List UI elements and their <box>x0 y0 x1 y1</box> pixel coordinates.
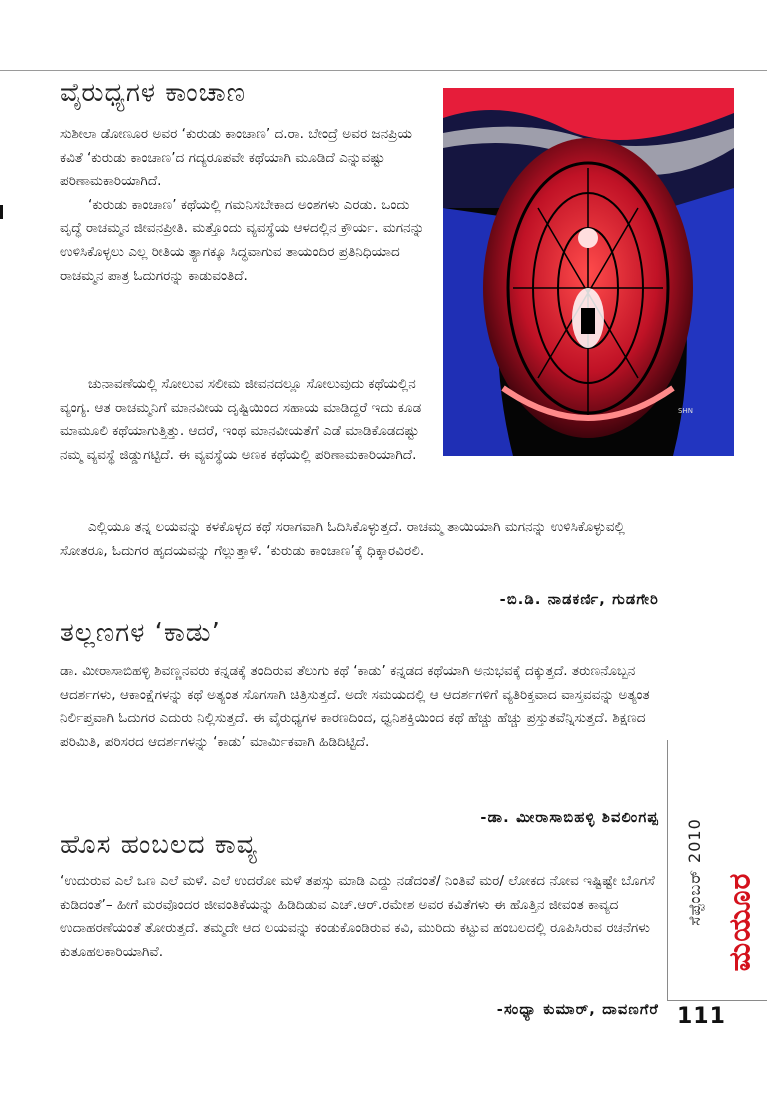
svg-text:SHN: SHN <box>678 407 693 415</box>
section1-paragraph-4: ಎಲ್ಲಿಯೂ ತನ್ನ ಲಯವನ್ನು ಕಳಕೊಳ್ಳದ ಕಥೆ ಸರಾಗವಾಗಿ ಓದಿಸಿಕೊಳ್ಳುತ್ತದೆ. ರಾಚಮ್ಮ ತಾಯಿಯಾಗಿ ಮಗನನ್ನು ಉಳಿಸಿಕೊಳ್ಳುವಲ್ಲಿ ಸೋತರೂ, ಓದುಗರ ಹೃದಯವನ್ನು ಗೆಲ್ಲುತ್ತಾಳೆ. ‘ಕುರುಡು ಕಾಂಚಾಣ’ಕ್ಕೆ ಧಿಕ್ಕಾರವಿರಲಿ. <box>60 519 625 559</box>
sidebar-rule <box>667 740 668 1000</box>
section2-paragraph: ಡಾ. ಮೀರಾಸಾಬಿಹಳ್ಳಿ ಶಿವಣ್ಣನವರು ಕನ್ನಡಕ್ಕೆ ತಂದಿರುವ ತೆಲುಗು ಕಥೆ ‘ಕಾಡು’ ಕನ್ನಡದ ಕಥೆಯಾಗಿ ಅನುಭವಕ್ಕೆ ದಕ್ಕುತ್ತದೆ. ತರುಣನೊಬ್ಬನ ಆದರ್ಶಗಳು, ಆಕಾಂಕ್ಷೆಗಳನ್ನು ಕಥೆ ಅತ್ಯಂತ ಸೊಗಸಾಗಿ ಚಿತ್ರಿಸುತ್ತದೆ. ಅದೇ ಸಮಯದಲ್ಲಿ ಆ ಆದರ್ಶಗಳಿಗೆ ವ್ಯತಿರಿಕ್ತವಾದ ವಾಸ್ತವವನ್ನು ಅತ್ಯಂತ ನಿರ್ಲಿಪ್ತವಾಗಿ ಓದುಗರ ಎದುರು ನಿಲ್ಲಿಸುತ್ತದೆ. ಈ ವೈರುಧ್ಯಗಳ ಕಾರಣದಿಂದ, ಧ್ವನಿಶಕ್ತಿಯಿಂದ ಕಥೆ ಹೆಚ್ಚು ಹೆಚ್ಚು ಪ್ರಸ್ತುತವೆನ್ನಿಸುತ್ತದೆ. ಶಿಕ್ಷಣದ ಪರಿಮಿತಿ, ಪರಿಸರದ ಆದರ್ಶಗಳನ್ನು ‘ಕಾಡು’ ಮಾರ್ಮಿಕವಾಗಿ ಹಿಡಿದಿಟ್ಟಿದೆ. <box>60 663 650 750</box>
section2-body <box>60 660 665 754</box>
section3-body <box>60 870 665 964</box>
section2-title: ತಲ್ಲಣಗಳ ‘ಕಾಡು’ <box>60 618 221 648</box>
section1-body-wrapped <box>60 123 435 288</box>
section3-title: ಹೊಸ ಹಂಬಲದ ಕಾವ್ಯ <box>60 830 258 860</box>
section1-paragraph-3: ಚುನಾವಣೆಯಲ್ಲಿ ಸೋಲುವ ಸಲೀಮ ಜೀವನದಲ್ಲೂ ಸೋಲುವುದು ಕಥೆಯಲ್ಲಿನ ವ್ಯಂಗ್ಯ. ಆತ ರಾಚಮ್ಮನಿಗೆ ಮಾನವೀಯ ದೃಷ್ಟಿಯಿಂದ ಸಹಾಯ ಮಾಡಿದ್ದರೆ ಇದು ಕೂಡ ಮಾಮೂಲಿ ಕಥೆಯಾಗುತ್ತಿತ್ತು. ಆದರೆ, ಇಂಥ ಮಾನವೀಯತೆಗೆ ಎಡೆ ಮಾಡಿಕೊಡದಷ್ಟು ನಮ್ಮ ವ್ಯವಸ್ಥೆ ಜಿಡ್ಡುಗಟ್ಟಿದೆ. ಈ ವ್ಯವಸ್ಥೆಯ ಅಣಕ ಕಥೆಯಲ್ಲಿ ಪರಿಣಾಮಕಾರಿಯಾಗಿದೆ. <box>60 376 422 463</box>
header-rule <box>0 70 767 71</box>
section3-paragraph: ‘ಉದುರುವ ಎಲೆ ಒಣ ಎಲೆ ಮಳೆ. ಎಲೆ ಉದರೋ ಮಳೆ ತಪಸ್ಸು ಮಾಡಿ ಎದ್ದು ನಡೆದಂತೆ/ ನಿಂತಿವೆ ಮರ/ ಲೋಕದ ನೋವ ಇಷ್ಟಿಷ್ಟೇ ಬೊಗಸೆ ಕುಡಿದಂತೆ’– ಹೀಗೆ ಮರವೊಂದರ ಜೀವಂತಿಕೆಯನ್ನು ಹಿಡಿದಿಡುವ ಎಚ್.ಆರ್.ರಮೇಶ ಅವರ ಕವಿತೆಗಳು ಈ ಹೊತ್ತಿನ ಜೀವಂತ ಕಾವ್ಯದ ಉದಾಹರಣೆಯಂತೆ ತೋರುತ್ತದೆ. ತಮ್ಮದೇ ಆದ ಲಯವನ್ನು ಕಂಡುಕೊಂಡಿರುವ ಕವಿ, ಮುರಿದು ಕಟ್ಟುವ ಹಂಬಲದಲ್ಲಿ ರೂಪಿಸಿರುವ ರಚನೆಗಳು ಕುತೂಹಲಕಾರಿಯಾಗಿವೆ. <box>60 873 655 960</box>
magazine-logo: ಮಯೂರ <box>722 872 758 972</box>
cover-artwork <box>443 88 734 456</box>
section1-byline: -ಬಿ.ಡಿ. ನಾಡಕರ್ಣಿ, ಗುಡಗೇರಿ <box>499 592 659 608</box>
section1-paragraph-2: ‘ಕುರುಡು ಕಾಂಚಾಣ’ ಕಥೆಯಲ್ಲಿ ಗಮನಿಸಬೇಕಾದ ಅಂಶಗಳು ಎರಡು. ಒಂದು ವೃದ್ಧೆ ರಾಚಮ್ಮನ ಜೀವನಪ್ರೀತಿ. ಮತ್ತೊಂದು ವ್ಯವಸ್ಥೆಯ ಆಳದಲ್ಲಿನ ಕ್ರೌರ್ಯ. ಮಗನನ್ನು ಉಳಿಸಿಕೊಳ್ಳಲು ಎಲ್ಲ ರೀತಿಯ ತ್ಯಾಗಕ್ಕೂ ಸಿದ್ಧವಾಗುವ ತಾಯಂದಿರ ಪ್ರತಿನಿಧಿಯಾದ ರಾಚಮ್ಮನ ಪಾತ್ರ ಓದುಗರನ್ನು ಕಾಡುವಂತಿದೆ. <box>60 196 425 284</box>
footer-rule <box>667 1000 767 1001</box>
section2-byline: -ಡಾ. ಮೀರಾಸಾಬಿಹಳ್ಳಿ ಶಿವಲಿಂಗಪ್ಪ <box>480 810 659 826</box>
section1-title: ವೈರುಧ್ಯಗಳ ಕಾಂಚಾಣ <box>60 78 247 108</box>
section1-body-narrow <box>60 373 435 467</box>
issue-date: ಸೆಪ್ಟೆಂಬರ್ 2010 <box>685 818 704 926</box>
margin-mark <box>0 205 3 219</box>
section3-byline: -ಸಂಧ್ಯಾ ಕುಮಾರ್, ದಾವಣಗೆರೆ <box>496 1002 659 1018</box>
section1-paragraph-1: ಸುಶೀಲಾ ಡೋಣೂರ ಅವರ ‘ಕುರುಡು ಕಾಂಚಾಣ’ ದ.ರಾ. ಬೇಂದ್ರೆ ಅವರ ಜನಪ್ರಿಯ ಕವಿತೆ ‘ಕುರುಡು ಕಾಂಚಾಣ’ದ ಗದ್ಯರೂಪವೇ ಕಥೆಯಾಗಿ ಮೂಡಿದೆ ಎನ್ನುವಷ್ಟು ಪರಿಣಾಮಕಾರಿಯಾಗಿದೆ. <box>60 126 413 190</box>
page-number: 111 <box>677 1004 726 1029</box>
section1-body-full <box>60 516 665 563</box>
